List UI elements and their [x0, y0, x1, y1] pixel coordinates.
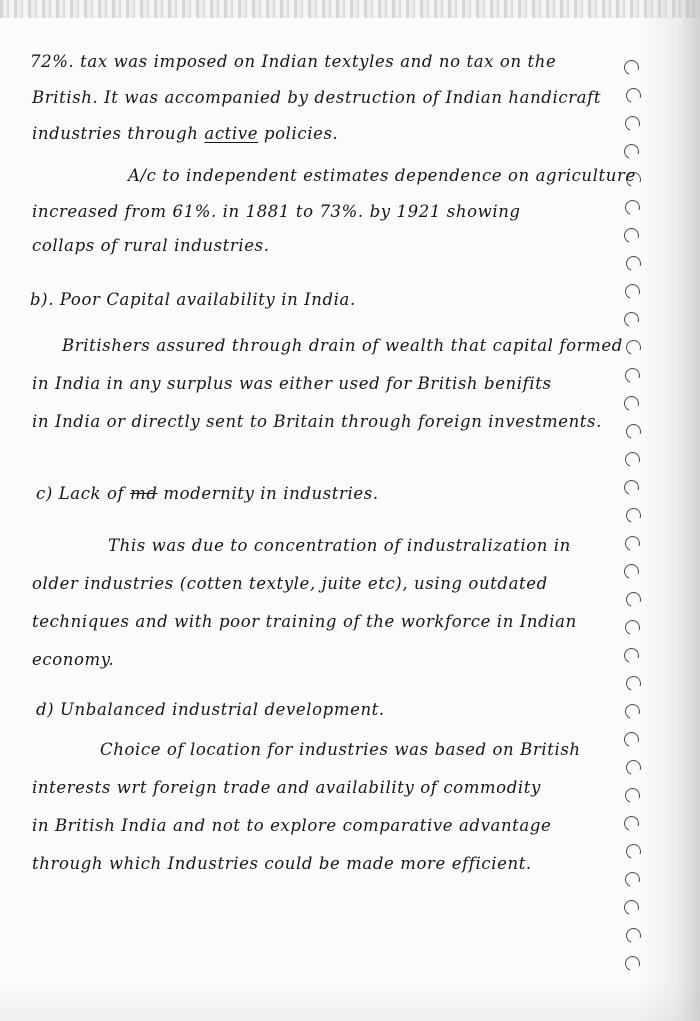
binding-ring [623, 870, 643, 890]
binding-ring [622, 478, 642, 498]
text-line-14: Choice of location for industries was based on British [100, 740, 581, 759]
text-line-11: older industries (cotten textyle, juite etc), using outdated [32, 574, 548, 593]
binding-ring [623, 954, 643, 974]
heading-c-end: modernity in industries. [163, 484, 379, 503]
binding-ring [624, 926, 644, 946]
binding-ring [623, 450, 643, 470]
heading-c [36, 484, 379, 503]
text-line-8: in India in any surplus was either used for British benifits [32, 374, 552, 393]
binding-ring [624, 758, 644, 778]
text-line-3 [32, 124, 338, 143]
binding-ring [622, 562, 642, 582]
binding-ring [624, 674, 644, 694]
binding-ring [624, 506, 644, 526]
binding-ring [623, 618, 643, 638]
text-line-6: collaps of rural industries. [32, 236, 270, 255]
scan-right-edge [640, 0, 700, 1021]
text-line-5: increased from 61%. in 1881 to 73%. by 1921 showing [32, 202, 521, 221]
text-line-15: interests wrt foreign trade and availability of commodity [32, 778, 541, 797]
binding-ring [622, 310, 642, 330]
binding-ring [622, 814, 642, 834]
heading-b: b). Poor Capital availability in India. [30, 290, 356, 309]
binding-ring [622, 142, 642, 162]
text-line-1: 72%. tax was imposed on Indian textyles and no tax on the [30, 52, 557, 71]
text-line-3-end: policies. [263, 124, 339, 143]
binding-ring [623, 282, 643, 302]
underlined-word: active [204, 124, 259, 143]
text-line-4: A/c to independent estimates dependence on agriculture [128, 166, 636, 185]
text-line-17: through which Industries could be made more efficient. [32, 854, 532, 873]
binding-ring [623, 534, 643, 554]
binding-ring [623, 114, 643, 134]
binding-ring [622, 58, 642, 78]
binding-ring [622, 226, 642, 246]
binding-ring [622, 898, 642, 918]
text-line-7: Britishers assured through drain of wealth that capital formed [62, 336, 623, 355]
binding-ring [623, 198, 643, 218]
text-line-9: in India or directly sent to Britain through foreign investments. [32, 412, 602, 431]
text-line-2: British. It was accompanied by destruction of Indian handicraft [32, 88, 602, 107]
binding-ring [622, 730, 642, 750]
binding-ring [624, 86, 644, 106]
heading-c-start: c) Lack of [36, 484, 125, 503]
text-line-16: in British India and not to explore comparative advantage [32, 816, 552, 835]
binding-ring [623, 702, 643, 722]
text-line-13: economy. [32, 650, 115, 669]
binding-ring [622, 394, 642, 414]
binding-ring [624, 590, 644, 610]
binding-ring [624, 338, 644, 358]
binding-ring [623, 366, 643, 386]
binding-ring [622, 646, 642, 666]
text-line-3-start: industries through [32, 124, 199, 143]
binding-ring [624, 842, 644, 862]
heading-d: d) Unbalanced industrial development. [36, 700, 385, 719]
spiral-binding [622, 0, 646, 1021]
text-line-10: This was due to concentration of industralization in [108, 536, 571, 555]
scan-bottom-edge [0, 981, 700, 1021]
scan-top-edge [0, 0, 700, 18]
binding-ring [624, 422, 644, 442]
binding-ring [624, 254, 644, 274]
struck-word: md [130, 484, 158, 503]
text-line-12: techniques and with poor training of the workforce in Indian [32, 612, 577, 631]
binding-ring [623, 786, 643, 806]
